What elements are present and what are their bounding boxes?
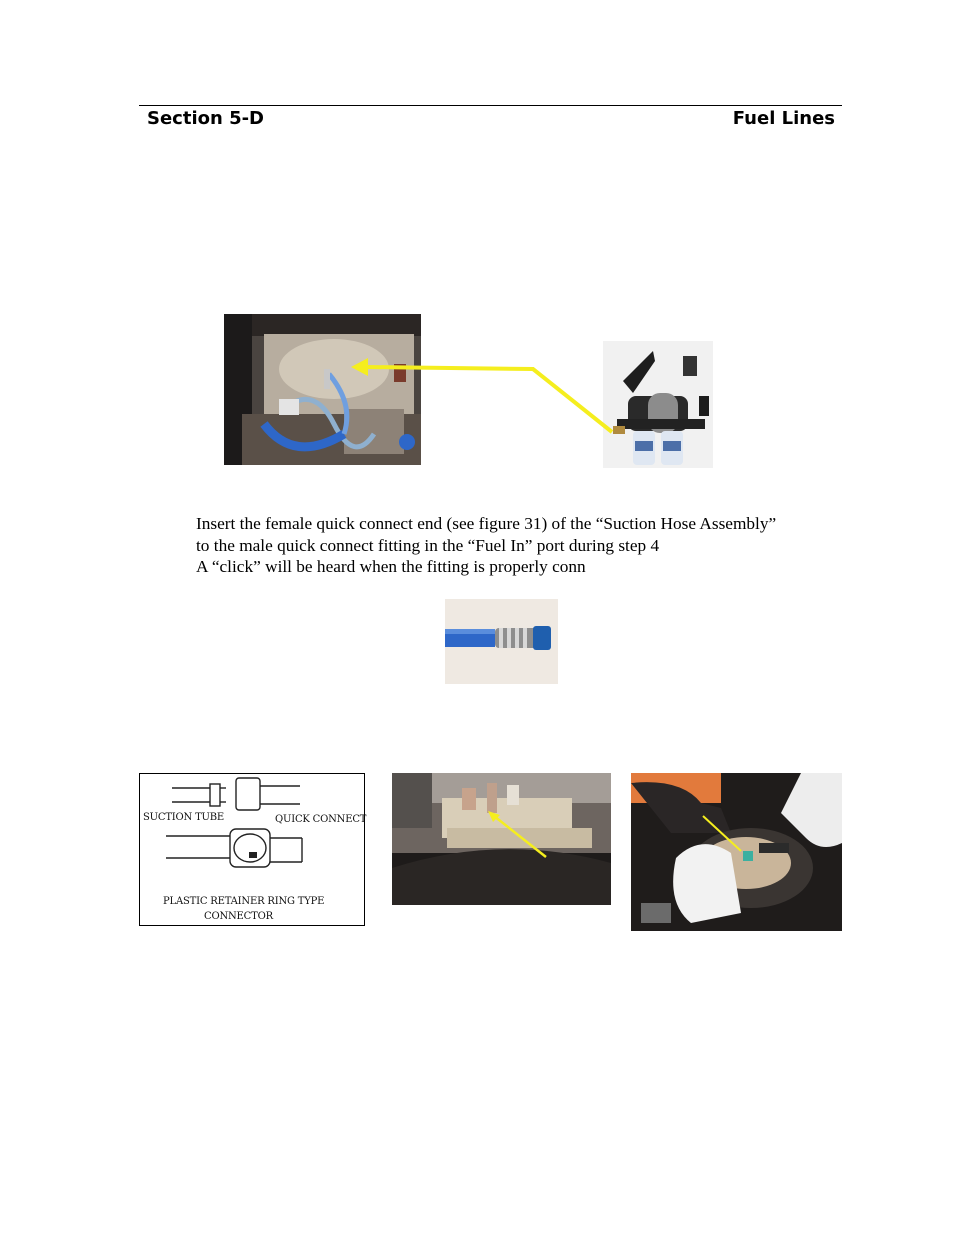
photo-pump-assembly bbox=[603, 341, 713, 468]
section-title: Fuel Lines bbox=[732, 108, 835, 129]
retainer-label-line-2: CONNECTOR bbox=[204, 911, 273, 922]
photo-gloved-hands bbox=[631, 773, 842, 931]
section-number: Section 5-D bbox=[147, 108, 264, 129]
connector-diagram bbox=[139, 773, 365, 926]
instruction-line-3: A “click” will be heard when the fitting is properly conn bbox=[196, 557, 586, 576]
photo-under-vehicle bbox=[224, 314, 421, 465]
suction-tube-label: SUCTION TUBE bbox=[143, 812, 225, 823]
instruction-line-1: Insert the female quick connect end (see figure 31) of the “Suction Hose Assembly” bbox=[196, 514, 777, 533]
photo-tank-fitting bbox=[392, 773, 611, 905]
photo-quick-connect-hose bbox=[445, 599, 558, 684]
instruction-line-2: to the male quick connect fitting in the “Fuel In” port during step 4 bbox=[196, 535, 660, 555]
quick-connect-label: QUICK CONNECT bbox=[275, 814, 367, 825]
retainer-label-line-1: PLASTIC RETAINER RING TYPE bbox=[163, 896, 325, 907]
header-rule bbox=[139, 105, 842, 106]
instruction-paragraph bbox=[196, 513, 836, 578]
